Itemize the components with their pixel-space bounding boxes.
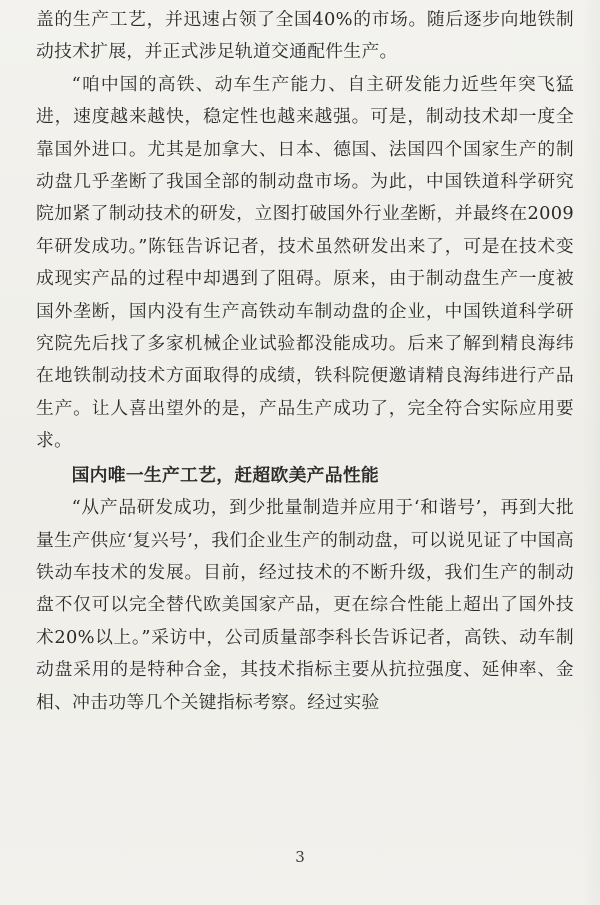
paragraph-continuation: 盖的生产工艺，并迅速占领了全国40%的市场。随后逐步向地铁制动技术扩展，并正式涉足轨道交通配件生产。 [36,9,574,63]
document-body [36,4,574,719]
section-heading: 国内唯一生产工艺，赶超欧美产品性能 [71,464,379,486]
paragraph-quote-chen-yu: “咱中国的高铁、动车生产能力、自主研发能力近些年突飞猛进，速度越来越快，稳定性也越来越强。可是，制动技术却一度全靠国外进口。尤其是加拿大、日本、德国、法国四个国家生产的制动盘几乎垄断了我国全部的制动盘市场。为此，中国铁道科学研究院加紧了制动技术的研发，立图打破国外行业垄断，并最终在2009年研发成功。”陈钰告诉记者，技术虽然研发出来了，可是在技术变成现实产品的过程中却遇到了阻碍。原来，由于制动盘生产一度被国外垄断，国内没有生产高铁动车制动盘的企业，中国铁道科学研究院先后找了多家机械企业试验都没能成功。后来了解到精良海纬在地铁制动技术方面取得的成绩，铁科院便邀请精良海纬进行产品生产。让人喜出望外的是，产品生产成功了，完全符合实际应用要求。 [36,73,574,452]
scan-edge-shadow [582,0,600,905]
paragraph-quality-department: “从产品研发成功，到少批量制造并应用于‘和谐号’，再到大批量生产供应‘复兴号’，我们企业生产的制动盘，可以说见证了中国高铁动车技术的发展。目前，经过技术的不断升级，我们生产的制动盘不仅可以完全替代欧美国家产品，更在综合性能上超出了国外技术20%以上。”采访中，公司质量部李科长告诉记者，高铁、动车制动盘采用的是特种合金，其技术指标主要从抗拉强度、延伸率、金相、冲击功等几个关键指标考察。经过实验 [36,497,574,713]
page-number: 3 [295,848,305,866]
